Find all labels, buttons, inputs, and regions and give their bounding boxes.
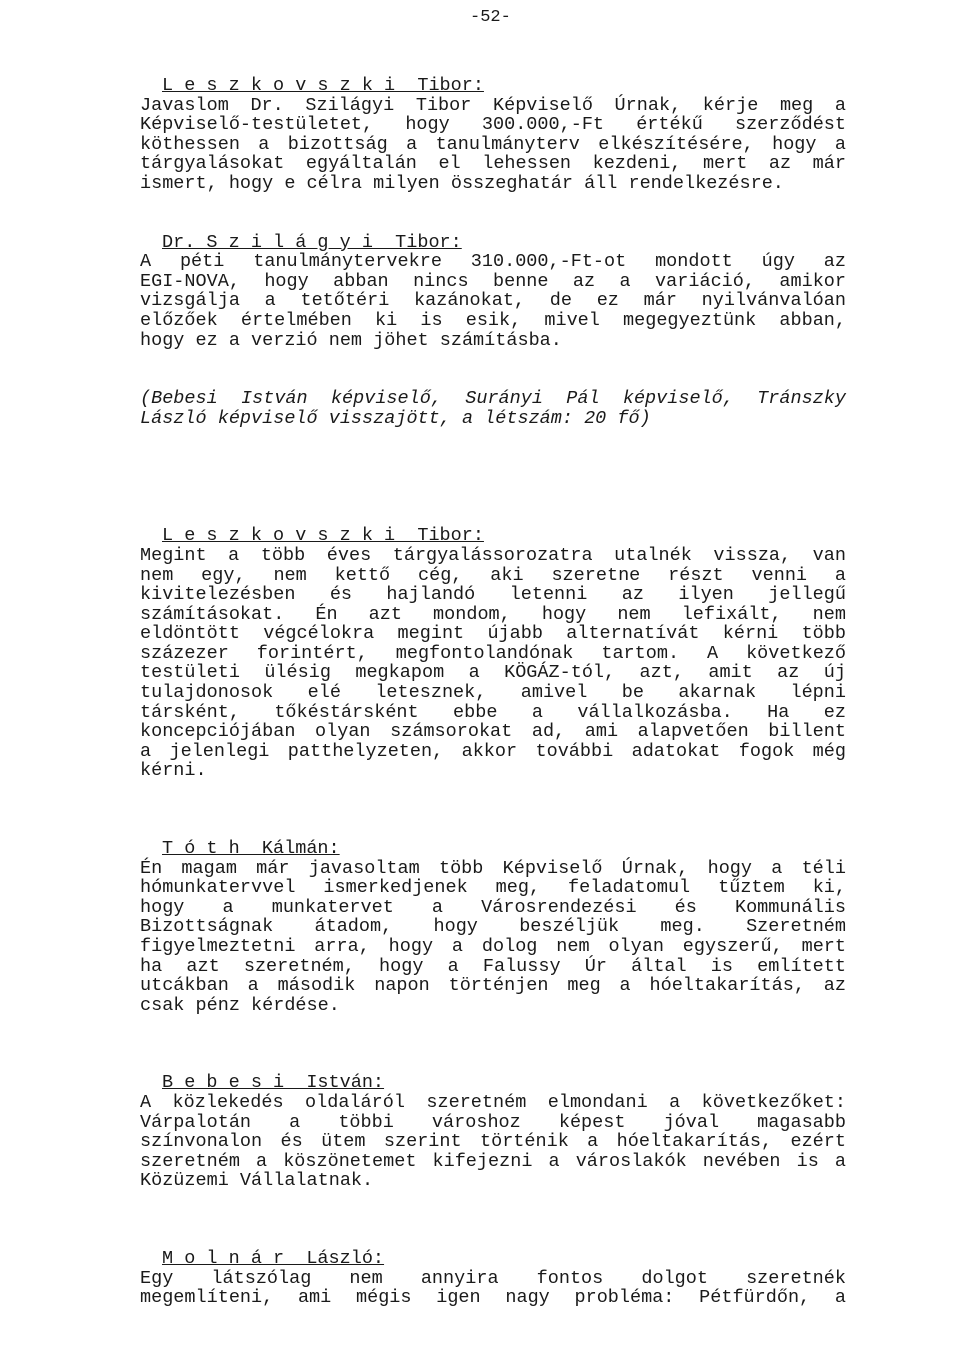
speech-bebesi — [140, 1073, 846, 1191]
speaker-name: T ó t h Kálmán: — [162, 838, 340, 860]
text-line: százezer forintért, megfontolandónak tartom. A következő — [140, 642, 846, 664]
text-line: ismert, hogy e célra milyen összeghatár áll rendelkezésre. — [140, 172, 784, 194]
speech-molnar — [140, 1249, 846, 1308]
text-line: társként, tőkéstársként ebbe a vállalkozásba. Ha ez — [140, 701, 846, 723]
speaker-name: L e s z k o v s z k i Tibor: — [162, 525, 484, 547]
speaker-name: L e s z k o v s z k i Tibor: — [162, 75, 484, 96]
text-line: a jelenlegi patthelyzeten, akkor további adatokat fogok még — [140, 740, 846, 762]
attendance-note — [140, 389, 846, 428]
speech-leszkovszki-2 — [140, 526, 846, 781]
page-number: -52- — [470, 8, 511, 27]
text-line: színvonalon és ütem szerint történik a hóeltakarítás, ezért — [140, 1131, 846, 1153]
document-body — [140, 76, 846, 1308]
text-line: kérni. — [140, 760, 207, 782]
text-line: Én magam már javasoltam több Képviselő Úrnak, hogy a téli — [140, 857, 846, 879]
text-line: Egy látszólag nem annyira fontos dolgot szeretnék — [140, 1267, 846, 1289]
text-line: hogy a munkatervet a Városrendezési és Kommunális — [140, 896, 846, 918]
text-line: megemlíteni, ami mégis igen nagy probléma: Pétfürdőn, a — [140, 1287, 846, 1309]
text-line: Várpalotán a többi városhoz képest jóval magasabb — [140, 1111, 846, 1133]
text-line: Megint a több éves tárgyalássorozatra utalnék vissza, van — [140, 544, 846, 566]
text-line: hogy ez a verzió nem jöhet számításba. — [140, 329, 562, 351]
speech-leszkovszki-1 — [140, 76, 846, 194]
text-line: Bizottságnak átadom, hogy beszéljük meg. Szeretném — [140, 916, 846, 938]
text-line: eldöntött végcélokra megint újabb alternatívát kérni több — [140, 623, 846, 645]
text-line: Közüzemi Vállalatnak. — [140, 1170, 374, 1192]
text-line: ha azt szeretném, hogy a Falussy Úr által is említett — [140, 955, 846, 977]
text-line: kivitelezésben és hajlandó letenni az ilyen jellegű — [140, 584, 846, 606]
text-line: csak pénz kérdése. — [140, 994, 340, 1016]
text-line: köthessen a bizottság a tanulmányterv elkészítésére, hogy a — [140, 133, 846, 155]
text-line: utcákban a második napon történjen meg a hóeltakarítás, az — [140, 975, 846, 997]
text-line: szeretném a köszönetemet kifejezni a városlakók nevében is a — [140, 1150, 846, 1172]
note-line: (Bebesi István képviselő, Surányi Pál képviselő, Tránszky — [140, 388, 846, 410]
speech-toth — [140, 839, 846, 1015]
note-line: László képviselő visszajött, a létszám: 20 fő) — [140, 407, 651, 429]
text-line: figyelmeztetni arra, hogy a dolog nem olyan egyszerű, mert — [140, 936, 846, 957]
text-line: vizsgálja a tetőtéri kazánokat, de ez már nyilvánvalóan — [140, 290, 846, 312]
text-line: A péti tanulmánytervekre 310.000,-Ft-ot mondott úgy az — [140, 251, 846, 273]
text-line: tulajdonosok elé letesznek, amivel be akarnak lépni — [140, 682, 846, 704]
text-line: EGI-NOVA, hogy abban nincs benne az a variáció, amikor — [140, 270, 846, 292]
speech-szilagyi — [140, 233, 846, 351]
text-line: Javaslom Dr. Szilágyi Tibor Képviselő Úrnak, kérje meg a — [140, 94, 846, 116]
speaker-name: M o l n á r László: — [162, 1247, 385, 1269]
text-line: hómunkatervvel ismerkedjenek meg, feladatomul tűztem ki, — [140, 877, 846, 899]
speaker-name: B e b e s i István: — [162, 1072, 385, 1094]
text-line: Képviselő-testületet, hogy 300.000,-Ft értékű szerződést — [140, 114, 846, 136]
text-line: nem egy, nem kettő cég, aki szeretne részt venni a — [140, 564, 846, 586]
text-line: koncepciójában olyan számsorokat ad, ami alapvetően billent — [140, 721, 846, 743]
text-line: előzőek értelmében ki is esik, mivel megegyeztünk abban, — [140, 309, 846, 331]
text-line: számításokat. Én azt mondom, hogy nem lefixált, nem — [140, 603, 846, 625]
text-line: tárgyalásokat egyáltalán el lehessen kezdeni, mert az már — [140, 153, 846, 175]
speaker-name: Dr. S z i l á g y i Tibor: — [162, 231, 462, 253]
text-line: testületi ülésig megkapom a KÖGÁZ-tól, azt, amit az új — [140, 662, 846, 684]
text-line: A közlekedés oldaláról szeretném elmondani a következőket: — [140, 1091, 846, 1113]
